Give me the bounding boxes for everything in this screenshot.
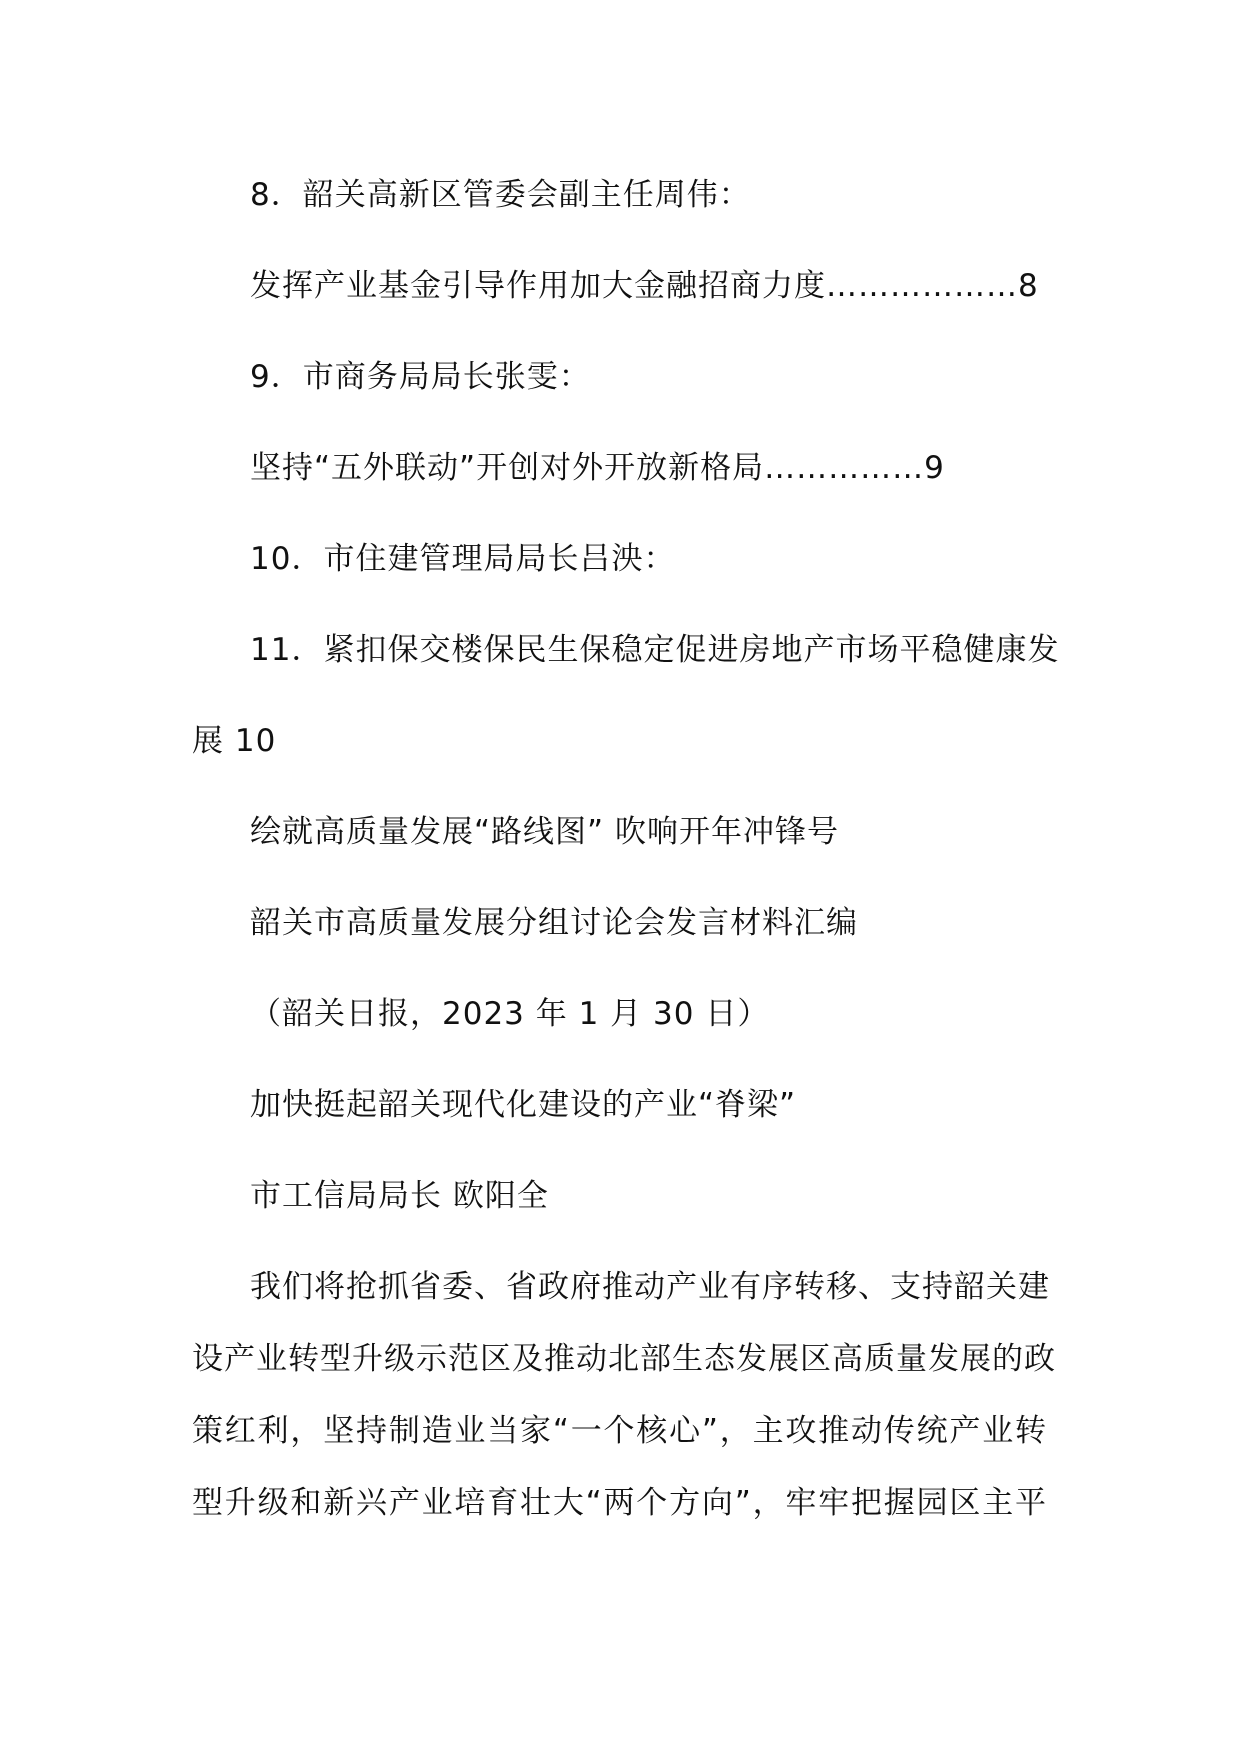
body-paragraph-line2: 设产业转型升级示范区及推动北部生态发展区高质量发展的政: [192, 1341, 1056, 1377]
toc-entry-8-title: 发挥产业基金引导作用加大金融招商力度………………8: [250, 268, 1039, 304]
toc-entry-9-title: 坚持“五外联动”开创对外开放新格局……………9: [250, 450, 945, 486]
body-paragraph-line3: 策红利，坚持制造业当家“一个核心”，主攻推动传统产业转: [192, 1413, 1047, 1449]
body-paragraph-line4: 型升级和新兴产业培育壮大“两个方向”，牢牢把握园区主平: [192, 1485, 1047, 1521]
section-headline: 绘就高质量发展“路线图” 吹响开年冲锋号: [250, 814, 839, 850]
article-author: 市工信局局长 欧阳全: [250, 1178, 549, 1214]
toc-entry-11-title-line2: 展 10: [192, 723, 277, 759]
toc-entry-8-heading: 8．韶关高新区管委会副主任周伟：: [250, 177, 751, 213]
article-title: 加快挺起韶关现代化建设的产业“脊梁”: [250, 1087, 797, 1123]
section-subtitle: 韶关市高质量发展分组讨论会发言材料汇编: [250, 905, 858, 941]
body-paragraph-line1: 我们将抢抓省委、省政府推动产业有序转移、支持韶关建: [250, 1269, 1050, 1305]
toc-entry-9-heading: 9．市商务局局长张雯：: [250, 359, 591, 395]
toc-entry-10-heading: 10．市住建管理局局长吕泱：: [250, 541, 676, 577]
source-note: （韶关日报，2023 年 1 月 30 日）: [250, 996, 770, 1032]
toc-entry-11-title-line1: 11．紧扣保交楼保民生保稳定促进房地产市场平稳健康发: [250, 632, 1060, 668]
